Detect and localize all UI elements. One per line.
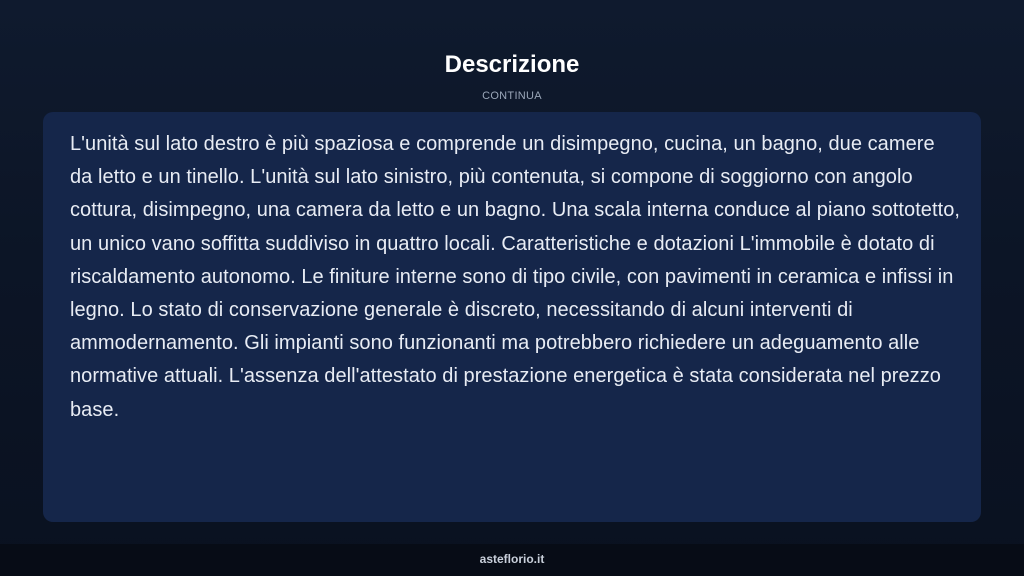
footer-site-name: asteflorio.it [479,552,545,566]
continua-label: CONTINUA [482,90,542,102]
description-card [43,112,981,522]
page-title: Descrizione [444,51,580,78]
description-text: L'unità sul lato destro è più spaziosa e comprende un disimpegno, cucina, un bagno, due camere da letto e un tinello. L'unità sul lato sinistro, più contenuta, si compone di soggiorno con angolo cottura, disimpegno, una camera da letto e un bagno. Una scala interna conduce al piano sottotetto, un unico vano soffitta suddiviso in quattro locali. Caratteristiche e dotazioni L'immobile è dotato di riscaldamento autonomo. Le finiture interne sono di tipo civile, con pavimenti in ceramica e infissi in legno. Lo stato di conservazione generale è discreto, necessitando di alcuni interventi di ammodernamento. Gli impianti sono funzionanti ma potrebbero richiedere un adeguamento alle normative attuali. L'assenza dell'attestato di prestazione energetica è stata considerata nel prezzo base. [70,133,960,421]
footer-bar [0,544,1024,576]
